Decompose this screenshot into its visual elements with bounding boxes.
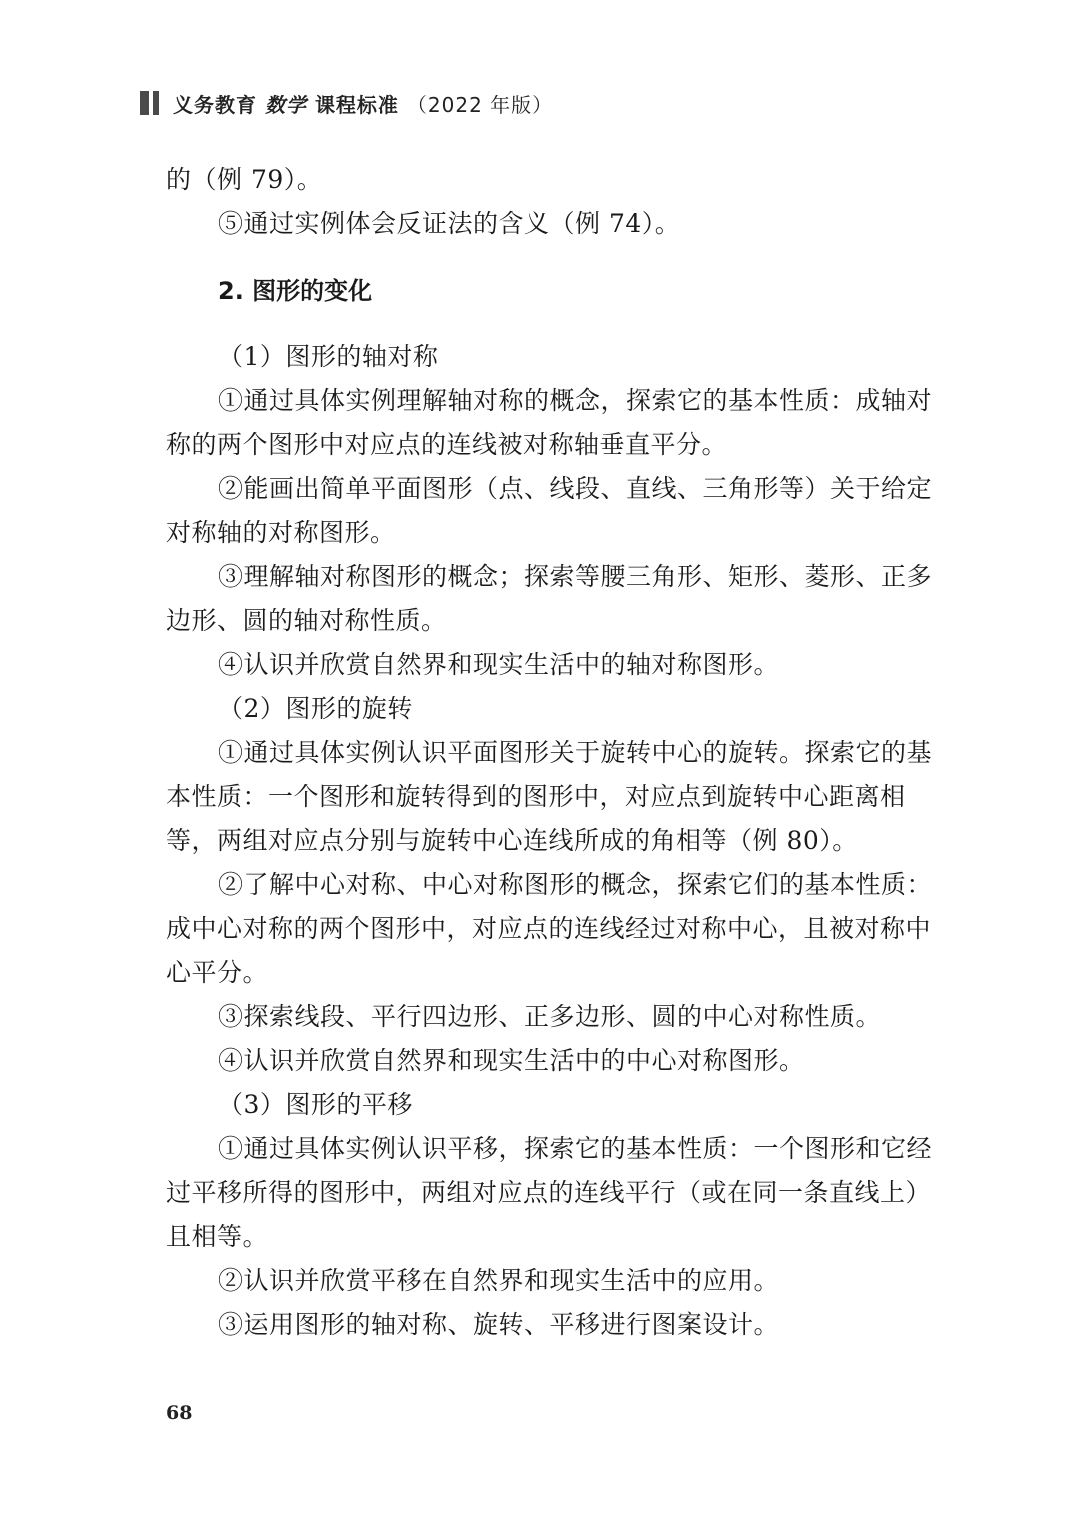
- paragraph-line: 本性质：一个图形和旋转得到的图形中，对应点到旋转中心距离相: [166, 782, 906, 811]
- paragraph-line: ④认识并欣赏自然界和现实生活中的中心对称图形。: [218, 1046, 805, 1075]
- paragraph-line: 对称轴的对称图形。: [166, 518, 396, 547]
- paragraph-line: ③理解轴对称图形的概念；探索等腰三角形、矩形、菱形、正多: [218, 562, 933, 591]
- paragraph-line: ①通过具体实例认识平移，探索它的基本性质：一个图形和它经: [218, 1134, 933, 1163]
- subsection-heading: （3）图形的平移: [218, 1090, 413, 1119]
- paragraph-line: ①通过具体实例认识平面图形关于旋转中心的旋转。探索它的基: [218, 738, 933, 767]
- running-header: [140, 88, 553, 118]
- paragraph-line: 心平分。: [166, 958, 269, 987]
- paragraph-line: ①通过具体实例理解轴对称的概念，探索它的基本性质：成轴对: [218, 386, 933, 415]
- page-body: [166, 158, 933, 1347]
- subsection-heading: （1）图形的轴对称: [218, 342, 439, 371]
- book-title-part2: 课程标准: [314, 92, 399, 117]
- paragraph-line: ②了解中心对称、中心对称图形的概念，探索它们的基本性质：: [218, 870, 933, 899]
- paragraph-line: ⑤通过实例体会反证法的含义（例 74）。: [218, 209, 681, 238]
- paragraph-line: 等，两组对应点分别与旋转中心连线所成的角相等（例 80）。: [166, 826, 858, 855]
- paragraph-line: 边形、圆的轴对称性质。: [166, 606, 447, 635]
- book-title-part1: 义务教育: [173, 92, 257, 117]
- paragraph-line: ②能画出简单平面图形（点、线段、直线、三角形等）关于给定: [218, 474, 933, 503]
- book-title-subject: 数学: [264, 92, 307, 117]
- header-bar-thick: [140, 91, 149, 115]
- paragraph-line: ④认识并欣赏自然界和现实生活中的轴对称图形。: [218, 650, 780, 679]
- paragraph-line: ③运用图形的轴对称、旋转、平移进行图案设计。: [218, 1310, 780, 1339]
- paragraph-line: ②认识并欣赏平移在自然界和现实生活中的应用。: [218, 1266, 780, 1295]
- section-title: 2. 图形的变化: [218, 277, 373, 305]
- header-bar-icon: [140, 91, 159, 115]
- paragraph-line: 成中心对称的两个图形中，对应点的连线经过对称中心，且被对称中: [166, 914, 932, 943]
- subsection-heading: （2）图形的旋转: [218, 694, 413, 723]
- paragraph-line: 且相等。: [166, 1222, 269, 1251]
- book-edition: （2022 年版）: [406, 92, 554, 117]
- page-number: 68: [166, 1402, 193, 1424]
- paragraph-line: ③探索线段、平行四边形、正多边形、圆的中心对称性质。: [218, 1002, 882, 1031]
- paragraph-line: 称的两个图形中对应点的连线被对称轴垂直平分。: [166, 430, 728, 459]
- header-bar-thin: [153, 91, 159, 115]
- book-title: [173, 89, 553, 118]
- paragraph-line: 过平移所得的图形中，两组对应点的连线平行（或在同一条直线上）: [166, 1178, 932, 1207]
- paragraph-line: 的（例 79）。: [166, 165, 323, 194]
